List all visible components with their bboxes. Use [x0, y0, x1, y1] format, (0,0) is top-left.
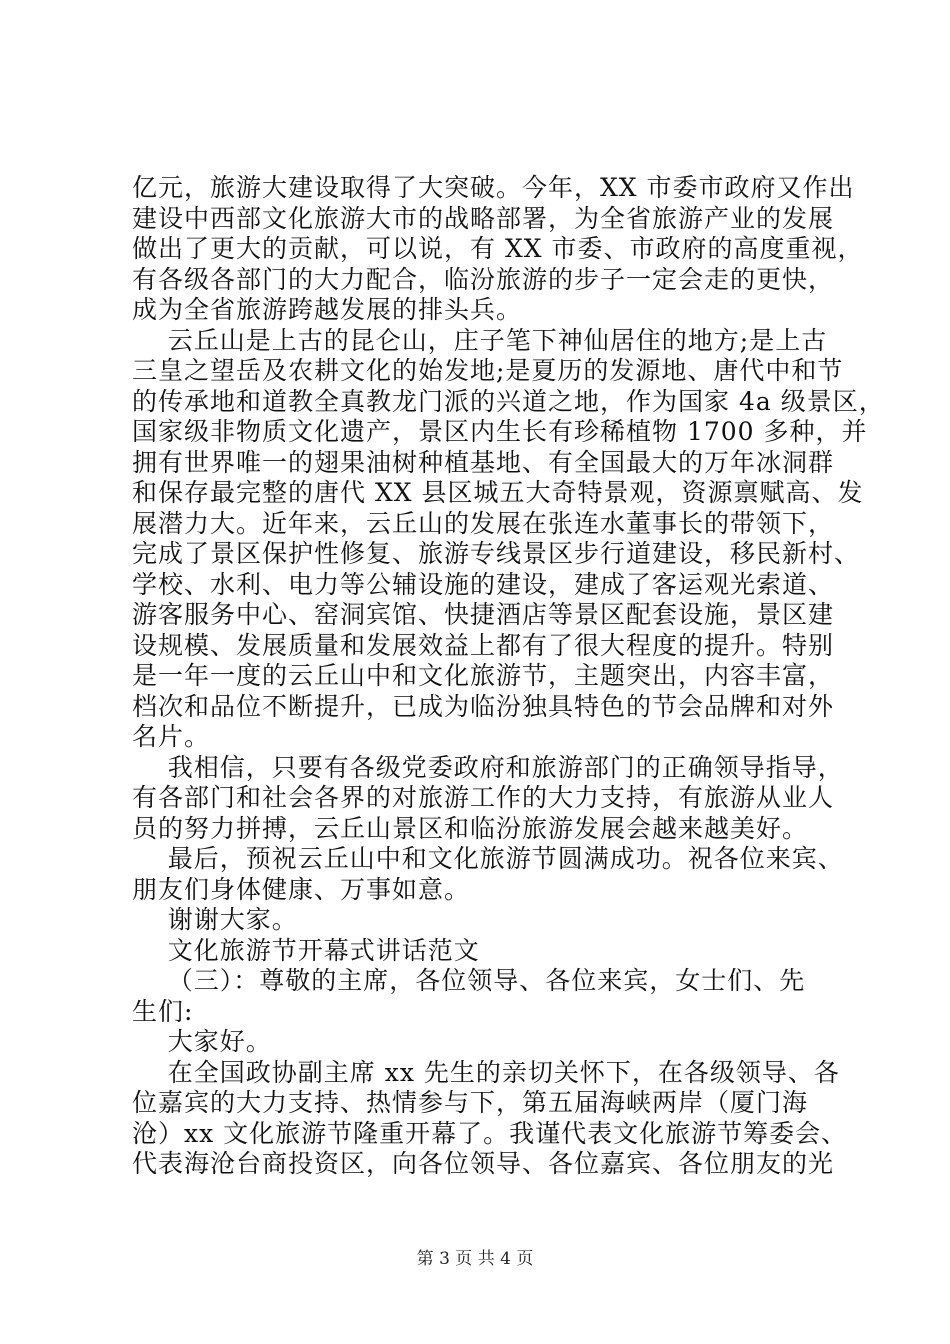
text-line: 代表海沧台商投资区，向各位领导、各位嘉宾、各位朋友的光 — [132, 1149, 835, 1178]
text-line: 拥有世界唯一的翅果油树种植基地、有全国最大的万年冰洞群 — [132, 447, 835, 477]
text-line: 做出了更大的贡献，可以说，有 XX 市委、市政府的高度重视， — [132, 234, 864, 263]
text-line: 的传承地和道教全真教龙门派的兴道之地，作为国家 4a 级景区， — [132, 386, 885, 416]
text-line: 大家好。 — [132, 1027, 272, 1056]
text-line: 在全国政协副主席 xx 先生的亲切关怀下，在各级领导、各 — [132, 1057, 840, 1087]
text-line: 国家级非物质文化遗产，景区内生长有珍稀植物 1700 多种，并 — [132, 417, 868, 446]
document-body — [132, 173, 885, 1180]
text-line: 有各级各部门的大力配合，临汾旅游的步子一定会走的更快， — [132, 264, 835, 294]
text-line: 是一年一度的云丘山中和文化旅游节，主题突出，内容丰富， — [132, 661, 835, 690]
text-line: 游客服务中心、窑洞宾馆、快捷酒店等景区配套设施，景区建 — [132, 600, 835, 629]
text-line: 员的努力拼搏，云丘山景区和临汾旅游发展会越来越美好。 — [132, 813, 809, 843]
text-line: 展潜力大。近年来，云丘山的发展在张连水董事长的带领下， — [132, 508, 835, 538]
section-title: 文化旅游节开幕式讲话范文 — [132, 935, 480, 965]
text-line: 完成了景区保护性修复、旅游专线景区步行道建设，移民新村、 — [132, 539, 861, 568]
text-line: 有各部门和社会各界的对旅游工作的大力支持，有旅游从业人 — [132, 783, 835, 812]
text-line: 谢谢大家。 — [132, 905, 298, 934]
text-line: 设规模、发展质量和发展效益上都有了很大程度的提升。特别 — [132, 630, 835, 660]
text-line: 建设中西部文化旅游大市的战略部署，为全省旅游产业的发展 — [132, 203, 835, 233]
text-line: 和保存最完整的唐代 XX 县区城五大奇特景观，资源禀赋高、发 — [132, 478, 864, 507]
text-line: 朋友们身体健康、万事如意。 — [132, 874, 471, 904]
text-line: 沧）xx 文化旅游节隆重开幕了。我谨代表文化旅游节筹委会、 — [132, 1118, 848, 1148]
text-line: 最后，预祝云丘山中和文化旅游节圆满成功。祝各位来宾、 — [132, 844, 844, 873]
text-line: 我相信，只要有各级党委政府和旅游部门的正确领导指导， — [132, 752, 844, 782]
text-line: 云丘山是上古的昆仑山，庄子笔下神仙居住的地方;是上古 — [132, 325, 828, 355]
text-line: 生们: — [132, 996, 194, 1026]
text-line: 学校、水利、电力等公辅设施的建设，建成了客运观光索道、 — [132, 569, 835, 599]
page-number-footer: 第 3 页 共 4 页 — [416, 1249, 534, 1269]
text-line: 档次和品位不断提升，已成为临汾独具特色的节会品牌和对外 — [132, 691, 835, 721]
text-line: 位嘉宾的大力支持、热情参与下，第五届海峡两岸（厦门海 — [132, 1088, 809, 1117]
text-line: 三皇之望岳及农耕文化的始发地;是夏历的发源地、唐代中和节 — [132, 356, 844, 385]
text-line: （三）：尊敬的主席，各位领导、各位来宾，女士们、先 — [132, 966, 806, 995]
text-line: 亿元，旅游大建设取得了大突破。今年，XX 市委市政府又作出 — [132, 173, 855, 202]
text-line: 名片。 — [132, 722, 211, 751]
text-line: 成为全省旅游跨越发展的排头兵。 — [132, 295, 523, 324]
